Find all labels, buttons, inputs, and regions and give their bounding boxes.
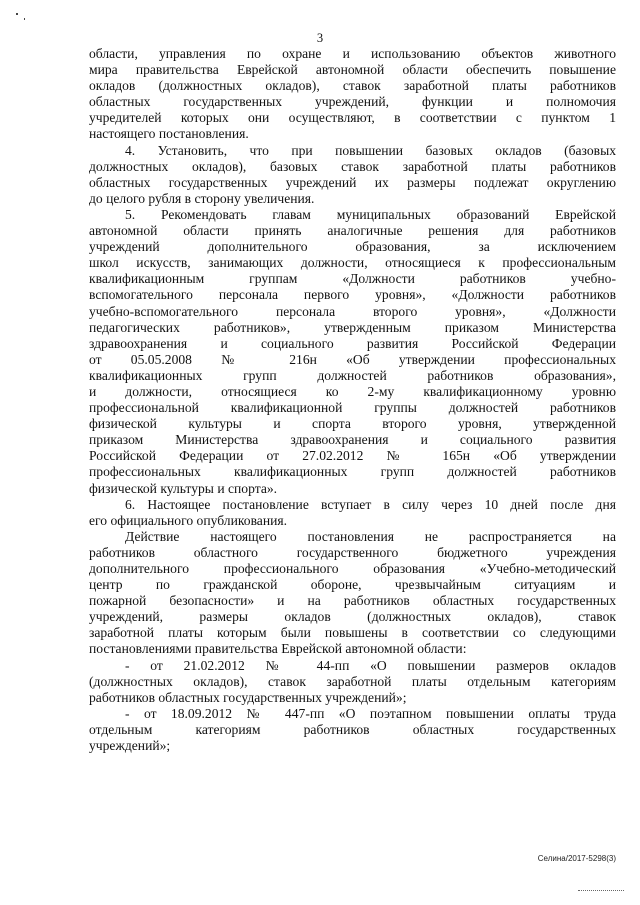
text-line: Действие настоящего постановления не распространяется на — [125, 528, 616, 544]
text-line: 4. Установить, что при повышении базовых окладов (базовых — [125, 142, 616, 158]
page-number: 3 — [316, 31, 324, 45]
text-line: работников областного государственного бюджетного учреждения — [89, 544, 616, 560]
text-line: от 05.05.2008 № 216н «Об утверждении профессиональных — [89, 351, 616, 367]
text-line: квалификационным группам «Должности работников учебно- — [89, 271, 616, 287]
text-line: областных государственных учреждений, функции и полномочия — [89, 94, 616, 110]
text-line: учредителей которых они осуществляют, в соответствии с пунктом 1 — [89, 110, 616, 126]
text-line: центр по гражданской обороне, чрезвычайным ситуациям и — [89, 577, 616, 593]
text-line: дополнительного профессионального образования «Учебно-методический — [89, 561, 616, 576]
document-body — [89, 46, 616, 754]
text-line: Российской Федерации от 27.02.2012 № 165н «Об утверждении — [89, 448, 616, 464]
text-line: приказом Министерства здравоохранения и социального развития — [89, 432, 616, 448]
scan-speck-1 — [16, 13, 18, 15]
text-line: областных государственных учреждений их размеры подлежат округлению — [89, 174, 616, 190]
text-line: 5. Рекомендовать главам муниципальных образований Еврейской — [125, 206, 616, 222]
text-line: педагогических работников», утвержденным приказом Министерства — [89, 319, 616, 335]
text-line: физической культуры и спорта». — [89, 480, 278, 496]
text-line: профессиональных квалификационных групп должностей работников — [89, 464, 616, 480]
footer-document-code: Селина/2017-5298(3) — [537, 854, 616, 863]
text-line: отдельным категориям работников областных государственных — [89, 721, 616, 737]
text-line: учреждений»; — [89, 738, 171, 754]
text-line: - от 21.02.2012 № 44-пп «О повышении размеров окладов — [125, 657, 616, 673]
text-line: окладов (должностных окладов), ставок заработной платы работников — [89, 78, 616, 94]
text-line: учреждений, размеры окладов (должностных окладов), ставок — [89, 609, 616, 625]
text-line: учреждений дополнительного образования, за исключением — [89, 239, 616, 255]
text-line: квалификационных групп должностей работников образования», — [89, 367, 616, 383]
text-line: автономной области принять аналогичные решения для работников — [89, 223, 616, 239]
footer-scan-mark — [578, 890, 624, 892]
text-line: вспомогательного персонала первого уровня», «Должности работников — [89, 287, 616, 303]
text-line: его официального опубликования. — [89, 512, 288, 528]
text-line: школ искусств, занимающих должности, относящиеся к профессиональным — [89, 255, 616, 271]
text-line: физической культуры и спорта второго уровня, утвержденной — [89, 416, 616, 432]
text-line: должностных окладов), базовых ставок заработной платы работников — [89, 158, 616, 174]
text-line: настоящего постановления. — [89, 126, 249, 142]
scan-speck-2 — [24, 18, 25, 20]
text-line: - от 18.09.2012 № 447-пп «О поэтапном повышении оплаты труда — [125, 705, 616, 721]
text-line: заработной платы которым были повышены в соответствии со следующими — [89, 625, 616, 641]
text-line: 6. Настоящее постановление вступает в силу через 10 дней после дня — [125, 496, 616, 512]
text-line: и должности, относящиеся ко 2-му квалификационному уровню — [89, 383, 616, 399]
text-line: работников областных государственных учреждений»; — [89, 689, 407, 705]
text-line: мира правительства Еврейской автономной области обеспечить повышение — [89, 62, 616, 78]
text-line: области, управления по охране и использованию объектов животного — [89, 46, 616, 61]
text-line: профессиональной квалификационной группы должностей работников — [89, 400, 616, 416]
text-line: до целого рубля в сторону увеличения. — [89, 190, 315, 206]
text-line: пожарной безопасности» и на работников областных государственных — [89, 593, 616, 609]
text-line: учебно-вспомогательного персонала второго уровня», «Должности — [89, 303, 616, 319]
text-line: (должностных окладов), ставок заработной платы отдельным категориям — [89, 673, 616, 689]
text-line: постановлениями правительства Еврейской автономной области: — [89, 641, 467, 657]
text-line: здравоохранения и социального развития Российской Федерации — [89, 335, 616, 351]
